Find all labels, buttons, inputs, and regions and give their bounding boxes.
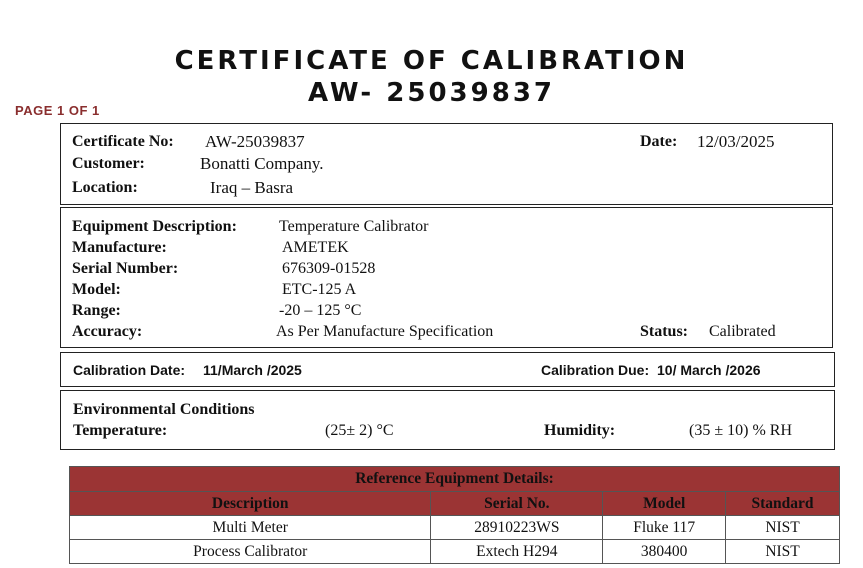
temperature-value: (25± 2) °C [325, 422, 394, 439]
serial-label: Serial Number: [72, 260, 179, 277]
reference-heading: Reference Equipment Details: [70, 467, 840, 492]
model-label: Model: [72, 281, 121, 298]
date-label: Date: [640, 133, 678, 150]
environment-box [60, 390, 835, 450]
serial-value: 676309-01528 [282, 260, 376, 277]
table-cell: 28910223WS [431, 516, 603, 540]
accuracy-value: As Per Manufacture Specification [276, 323, 494, 340]
table-cell: Multi Meter [70, 516, 431, 540]
humidity-label: Humidity: [544, 422, 616, 439]
column-header: Serial No. [431, 492, 603, 516]
cert-no-value: AW-25039837 [205, 132, 305, 151]
column-header: Standard [726, 492, 840, 516]
status-value: Calibrated [709, 323, 776, 340]
table-cell: NIST [726, 540, 840, 564]
calibration-due-label: Calibration Due: [541, 362, 650, 378]
calibration-date-label: Calibration Date: [73, 362, 186, 378]
table-cell: 380400 [603, 540, 726, 564]
table-cell: Extech H294 [431, 540, 603, 564]
range-label: Range: [72, 302, 121, 319]
table-cell: Process Calibrator [70, 540, 431, 564]
temperature-label: Temperature: [73, 422, 168, 439]
table-row [70, 540, 840, 564]
equipment-box [60, 207, 833, 348]
reference-equipment-table [69, 466, 840, 564]
certificate-info-box [60, 123, 833, 205]
page-indicator: PAGE 1 OF 1 [15, 103, 100, 118]
manufacture-value: AMETEK [282, 239, 349, 256]
table-cell: Fluke 117 [603, 516, 726, 540]
accuracy-label: Accuracy: [72, 323, 143, 340]
cert-no-label: Certificate No: [72, 133, 174, 150]
certificate-title: CERTIFICATE OF CALIBRATION [174, 46, 689, 76]
location-value: Iraq – Basra [210, 178, 294, 197]
humidity-value: (35 ± 10) % RH [689, 422, 792, 439]
column-header: Description [70, 492, 431, 516]
table-header-row [70, 492, 840, 516]
table-title-row [70, 467, 840, 492]
table-row [70, 516, 840, 540]
date-value: 12/03/2025 [697, 132, 775, 151]
certificate-number-title: AW- 25039837 [307, 78, 556, 108]
location-label: Location: [72, 179, 138, 196]
equipment-desc-label: Equipment Description: [72, 218, 237, 235]
customer-value: Bonatti Company. [200, 154, 324, 173]
calibration-box [60, 352, 835, 387]
customer-label: Customer: [72, 155, 145, 172]
status-label: Status: [640, 323, 689, 340]
calibration-due-value: 10/ March /2026 [657, 362, 761, 378]
manufacture-label: Manufacture: [72, 239, 167, 256]
model-value: ETC-125 A [282, 281, 357, 298]
environment-heading: Environmental Conditions [73, 401, 255, 418]
equipment-desc-value: Temperature Calibrator [279, 218, 429, 235]
range-value: -20 – 125 °C [279, 302, 362, 319]
column-header: Model [603, 492, 726, 516]
table-cell: NIST [726, 516, 840, 540]
calibration-date-value: 11/March /2025 [203, 362, 302, 378]
